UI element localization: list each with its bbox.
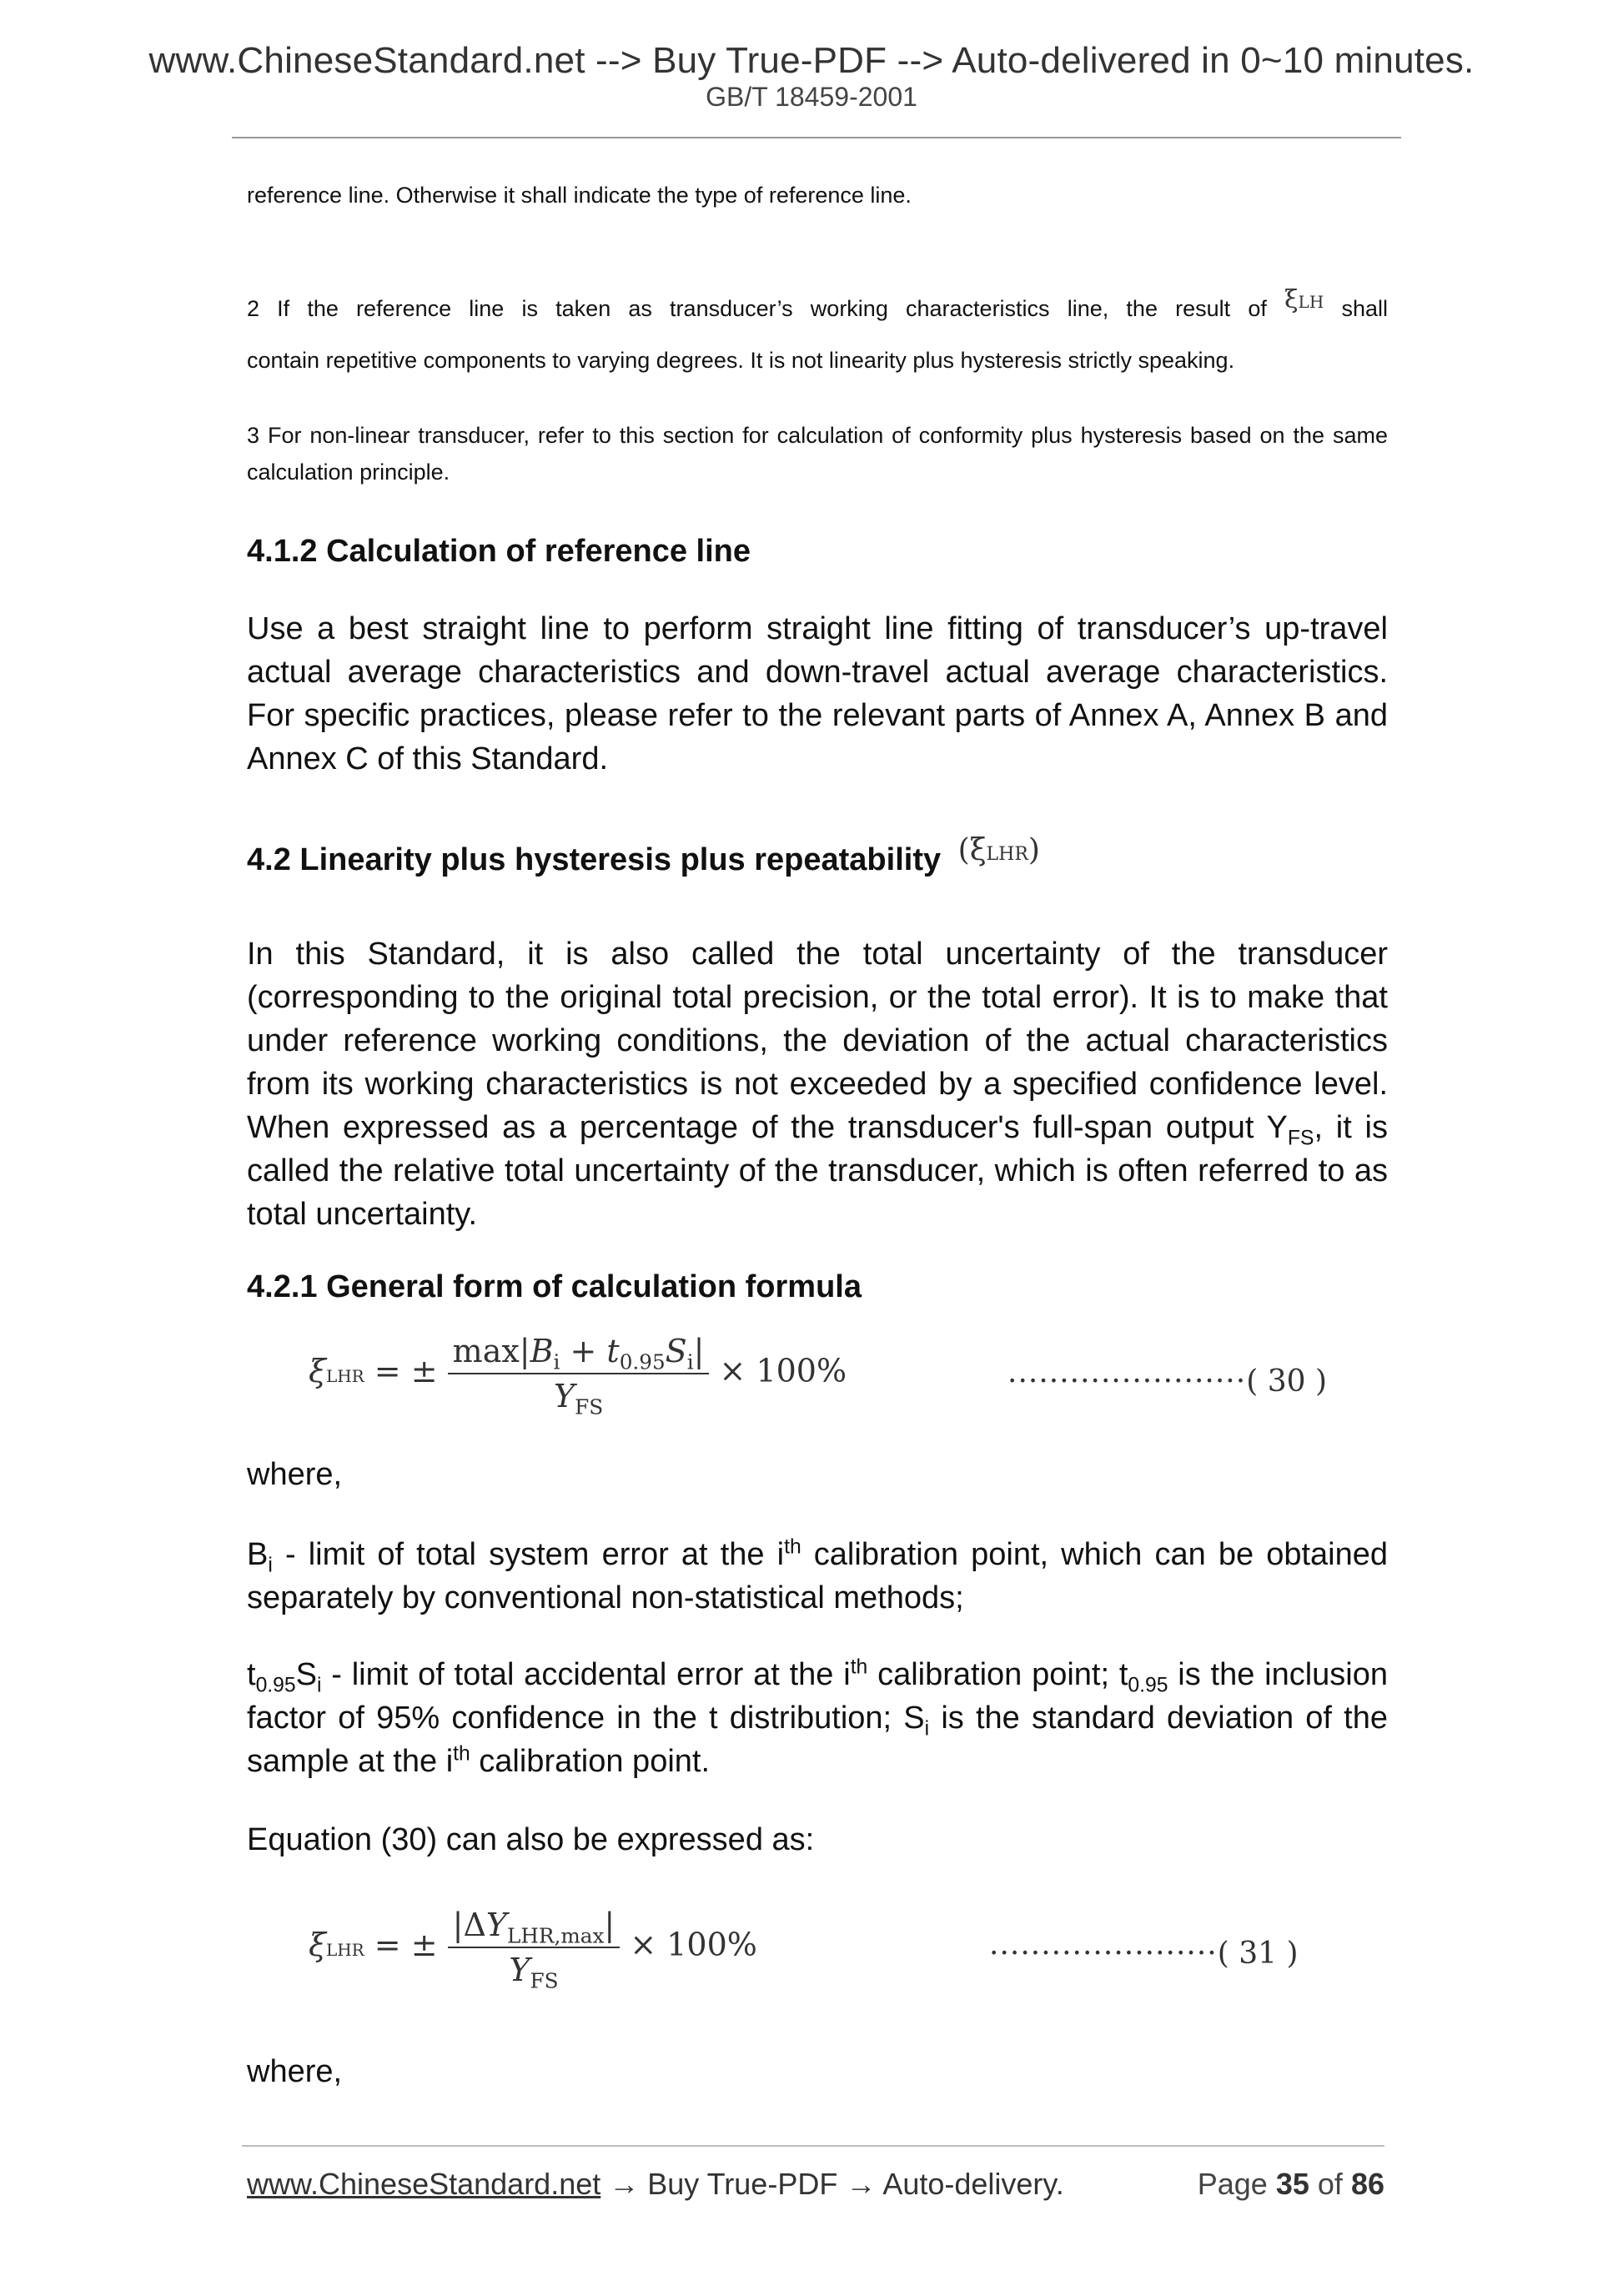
note-continuation: reference line. Otherwise it shall indicate the type of reference line.: [247, 183, 912, 208]
equation-intro: Equation (30) can also be expressed as:: [247, 1822, 815, 1857]
ts-s2-sub: i: [924, 1717, 930, 1741]
bi-text-a: - limit of total system error at the i: [272, 1537, 785, 1572]
where-2: where,: [247, 2054, 343, 2089]
ts-description: [247, 1653, 1388, 1783]
equation-31: [309, 1907, 757, 1998]
para-4-2-sub: FS: [1287, 1127, 1314, 1150]
note-3: 3 For non-linear transducer, refer to this section for calculation of conformity plus hysteresis based on the same calculation principle.: [247, 423, 1388, 485]
note-2-line1: [247, 285, 1388, 329]
xi-lh-symbol: ξLH: [1284, 285, 1324, 314]
bi-symbol: B: [247, 1537, 269, 1572]
ts-text-e: calibration point.: [470, 1744, 711, 1779]
eq30-numerator: $\max|B_i + t_{0.95}S_i|$: [448, 1333, 710, 1374]
eq31-lhs: ξLHR = ±: [309, 1926, 438, 1963]
page-total: 86: [1350, 2167, 1384, 2201]
note-2-text-a: 2 If the reference line is taken as transducer’s working characteristics line, the result of: [247, 296, 1267, 321]
heading-4-2-1: 4.2.1 General form of calculation formula: [247, 1269, 862, 1304]
eq30-denominator: $Y_{FS}$: [553, 1378, 604, 1419]
ts-t-sub: 0.95: [255, 1674, 296, 1697]
page-indicator: [1198, 2167, 1384, 2202]
heading-4-2-text: 4.2 Linearity plus hysteresis plus repeatability: [247, 842, 942, 877]
eq30-tail: × 100%: [719, 1352, 847, 1389]
eq31-number: ( 31 ): [1217, 1937, 1299, 1971]
ts-t: t: [247, 1657, 256, 1692]
eq30-dots: ·······················: [1007, 1364, 1247, 1399]
bi-description: [247, 1533, 1388, 1620]
eq31-denominator: $Y_{FS}$: [509, 1952, 559, 1993]
footer-rest: → Buy True-PDF → Auto-delivery.: [600, 2167, 1064, 2201]
page-label: Page: [1197, 2167, 1268, 2201]
eq31-fraction: [448, 1907, 621, 1993]
para-4-1-2: Use a best straight line to perform straight line fitting of transducer’s up-travel actual average characteristics and down-travel actual average characteristics. For specific practices, please refer to the relevant parts of Annex A, Annex B and Annex C of this Standard.: [247, 611, 1388, 776]
of-label: of: [1317, 2167, 1343, 2201]
bi-sub: i: [268, 1554, 273, 1577]
eq30-number-line: [1007, 1364, 1327, 1399]
footer-text: [247, 2167, 1064, 2202]
xi-lhr-symbol: (ξLHR): [957, 833, 1040, 867]
ts-sup1: th: [850, 1655, 868, 1679]
ts-text-c: is the inclusion factor of 95% confidence in the t distribution; S: [247, 1657, 1388, 1736]
header-divider: [232, 137, 1401, 138]
ts-sup2: th: [453, 1742, 470, 1766]
eq30-lhs: ξLHR = ±: [309, 1352, 438, 1389]
equation-30: [309, 1333, 847, 1424]
footer-link[interactable]: www.ChineseStandard.net: [247, 2167, 601, 2201]
eq30-number: ( 30 ): [1246, 1364, 1327, 1399]
ts-text-a: - limit of total accidental error at the i: [321, 1657, 851, 1692]
para-4-2-tail: , it is called the relative total uncertainty of the transducer, which is often referred to as total uncertainty.: [247, 1110, 1388, 1232]
ts-t2-sub: 0.95: [1128, 1674, 1168, 1697]
note-2-text-b: shall: [1341, 296, 1388, 321]
note-2-line2: contain repetitive components to varying degrees. It is not linearity plus hysteresis strictly speaking.: [247, 348, 1235, 373]
eq31-number-line: [989, 1937, 1299, 1971]
bi-text-b: calibration point, which can be obtained separately by conventional non-statistical methods;: [247, 1537, 1388, 1615]
ts-s: S: [295, 1657, 317, 1692]
para-4-2-main: In this Standard, it is also called the total uncertainty of the transducer (corresponding to the original total precision, or the total error). It is to make that under reference working conditions, the deviation of the actual characteristics from its working characteristics is not exceeded by a specified confidence level. When expressed as a percentage of the transducer's full-span output Y: [247, 937, 1388, 1145]
para-4-2: [247, 932, 1388, 1236]
eq31-tail: × 100%: [630, 1926, 757, 1963]
ts-s-sub: i: [316, 1674, 322, 1697]
standard-number: GB/T 18459-2001: [706, 82, 917, 112]
eq31-dots: ······················: [989, 1937, 1218, 1971]
bi-sup: th: [784, 1535, 801, 1559]
top-banner[interactable]: www.ChineseStandard.net --> Buy True-PDF --> Auto-delivered in 0~10 minutes.: [148, 40, 1475, 81]
where-1: where,: [247, 1457, 343, 1492]
heading-4-1-2: 4.1.2 Calculation of reference line: [247, 534, 751, 569]
footer-divider: [242, 2145, 1384, 2147]
eq30-fraction: [448, 1333, 710, 1419]
ts-text-d: is the standard deviation of the sample at the i: [247, 1701, 1388, 1779]
ts-text-b: calibration point; t: [867, 1657, 1128, 1692]
heading-4-2: [247, 833, 1388, 878]
page-number: 35: [1275, 2167, 1309, 2201]
eq31-numerator: $|\Delta Y_{LHR,max}|$: [448, 1907, 621, 1948]
